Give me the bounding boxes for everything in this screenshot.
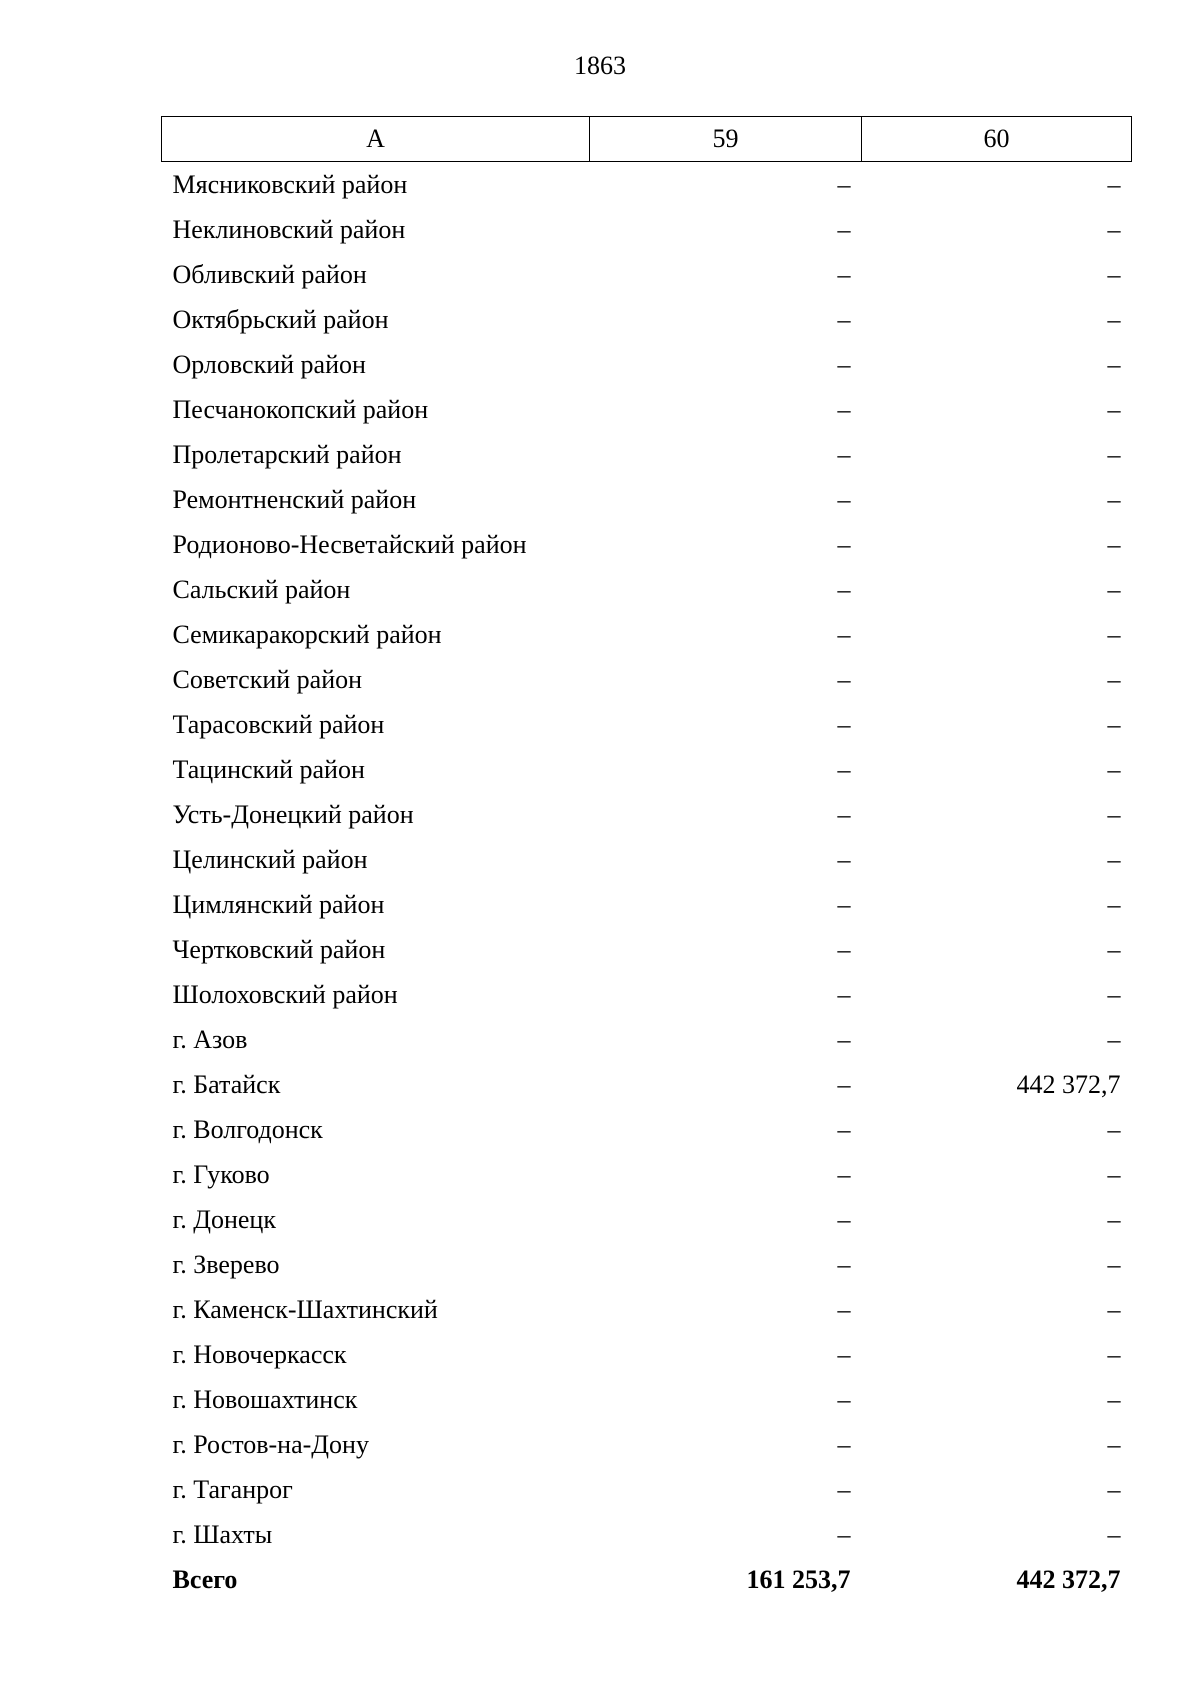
row-value-59-cell: – [837,1114,851,1144]
row-name-cell: Целинский район [172,844,368,874]
table-row [162,1017,1132,1062]
row-name-cell: Орловский район [172,349,366,379]
table-row [162,567,1132,612]
row-name-cell: Усть-Донецкий район [172,799,414,829]
row-name-cell: г. Новочеркасск [172,1339,347,1369]
header-row [162,117,1132,162]
row-value-60-cell: – [1107,1159,1121,1189]
row-value-60-cell: – [1107,1429,1121,1459]
row-value-60-cell: – [1107,619,1121,649]
table-row [162,207,1132,252]
row-name-cell: Семикаракорский район [172,619,442,649]
row-name-cell: Песчанокопский район [172,394,429,424]
row-name-cell: Мясниковский район [172,169,408,199]
row-value-59-cell: – [837,1429,851,1459]
total-value-59: 161 253,7 [746,1564,851,1594]
total-row [162,1557,1132,1602]
row-value-59-cell: – [837,1384,851,1414]
row-value-60-cell: – [1107,394,1121,424]
row-name-cell: г. Азов [172,1024,248,1054]
row-value-59-cell: – [837,214,851,244]
row-value-60-cell: – [1107,1339,1121,1369]
row-name-cell: г. Новошахтинск [172,1384,358,1414]
row-value-60-cell: – [1107,1384,1121,1414]
row-value-60-cell: – [1107,439,1121,469]
table-row [162,792,1132,837]
table-row [162,342,1132,387]
row-name-cell: г. Гуково [172,1159,270,1189]
table-row [162,882,1132,927]
table-row [162,1467,1132,1512]
row-name-cell: Родионово-Несветайский район [172,529,527,559]
row-name-cell: г. Таганрог [172,1474,293,1504]
row-value-59-cell: – [837,979,851,1009]
row-value-60-cell: – [1107,484,1121,514]
row-value-60-cell: – [1107,844,1121,874]
row-value-59-cell: – [837,889,851,919]
header-column-60: 60 [862,117,1132,162]
row-value-59-cell: – [837,529,851,559]
row-name-cell: Октябрьский район [172,304,389,334]
row-value-60-cell: – [1107,889,1121,919]
row-value-59-cell: – [837,484,851,514]
table-row [162,1107,1132,1152]
row-value-59-cell: – [837,394,851,424]
row-value-60-cell: 442 372,7 [1016,1069,1121,1099]
row-name-cell: г. Донецк [172,1204,276,1234]
data-table-container [161,116,1131,1602]
row-value-59-cell: – [837,1024,851,1054]
row-value-59-cell: – [837,1294,851,1324]
row-value-59-cell: – [837,754,851,784]
row-value-59-cell: – [837,1519,851,1549]
table-row [162,1152,1132,1197]
row-name-cell: Ремонтненский район [172,484,417,514]
table-row [162,747,1132,792]
row-value-59-cell: – [837,1339,851,1369]
row-value-59-cell: – [837,619,851,649]
row-value-60-cell: – [1107,1294,1121,1324]
row-name-cell: Пролетарский район [172,439,402,469]
table-row [162,522,1132,567]
row-value-60-cell: – [1107,349,1121,379]
table-row [162,837,1132,882]
table-row [162,612,1132,657]
row-value-59-cell: – [837,439,851,469]
row-value-59-cell: – [837,259,851,289]
row-name-cell: г. Волгодонск [172,1114,323,1144]
row-name-cell: Советский район [172,664,363,694]
header-column-59: 59 [590,117,862,162]
row-value-59-cell: – [837,709,851,739]
table-row [162,387,1132,432]
row-value-59-cell: – [837,1249,851,1279]
row-value-59-cell: – [837,934,851,964]
row-name-cell: Чертковский район [172,934,386,964]
row-value-60-cell: – [1107,709,1121,739]
table-row [162,1242,1132,1287]
row-value-60-cell: – [1107,1024,1121,1054]
row-value-59-cell: – [837,799,851,829]
row-value-59-cell: – [837,664,851,694]
row-value-59-cell: – [837,1159,851,1189]
data-table [161,116,1132,1602]
row-value-60-cell: – [1107,259,1121,289]
row-name-cell: Тарасовский район [172,709,385,739]
row-name-cell: Сальский район [172,574,351,604]
row-value-60-cell: – [1107,754,1121,784]
table-row [162,1512,1132,1557]
table-row [162,1332,1132,1377]
table-row [162,657,1132,702]
row-value-59-cell: – [837,1204,851,1234]
table-row [162,972,1132,1017]
row-name-cell: Тацинский район [172,754,365,784]
table-body [162,162,1132,1603]
row-value-60-cell: – [1107,1204,1121,1234]
row-value-59-cell: – [837,574,851,604]
row-name-cell: г. Ростов-на-Дону [172,1429,369,1459]
table-row [162,927,1132,972]
row-value-59-cell: – [837,844,851,874]
row-name-cell: Цимлянский район [172,889,385,919]
page-number: 1863 [574,51,626,80]
table-row [162,1287,1132,1332]
total-label: Всего [172,1564,238,1594]
row-value-60-cell: – [1107,169,1121,199]
row-value-60-cell: – [1107,799,1121,829]
row-name-cell: Шолоховский район [172,979,398,1009]
row-value-59-cell: – [837,349,851,379]
row-value-60-cell: – [1107,529,1121,559]
row-value-60-cell: – [1107,1519,1121,1549]
row-name-cell: Обливский район [172,259,367,289]
table-row [162,432,1132,477]
table-header [162,117,1132,162]
row-name-cell: Неклиновский район [172,214,406,244]
table-row [162,702,1132,747]
header-column-a: А [162,117,590,162]
row-value-59-cell: – [837,1474,851,1504]
row-value-60-cell: – [1107,574,1121,604]
row-value-60-cell: – [1107,214,1121,244]
row-name-cell: г. Батайск [172,1069,281,1099]
row-value-60-cell: – [1107,1474,1121,1504]
row-value-59-cell: – [837,304,851,334]
row-value-60-cell: – [1107,1114,1121,1144]
row-name-cell: г. Каменск-Шахтинский [172,1294,438,1324]
table-row [162,1197,1132,1242]
table-row [162,1377,1132,1422]
row-value-60-cell: – [1107,664,1121,694]
table-row [162,1062,1132,1107]
row-value-60-cell: – [1107,1249,1121,1279]
row-value-59-cell: – [837,1069,851,1099]
table-row [162,297,1132,342]
row-value-60-cell: – [1107,304,1121,334]
row-value-59-cell: – [837,169,851,199]
table-row [162,477,1132,522]
total-value-60: 442 372,7 [1016,1564,1121,1594]
row-name-cell: г. Шахты [172,1519,273,1549]
table-row [162,1422,1132,1467]
table-row [162,162,1132,208]
row-value-60-cell: – [1107,979,1121,1009]
table-row [162,252,1132,297]
row-value-60-cell: – [1107,934,1121,964]
row-name-cell: г. Зверево [172,1249,280,1279]
